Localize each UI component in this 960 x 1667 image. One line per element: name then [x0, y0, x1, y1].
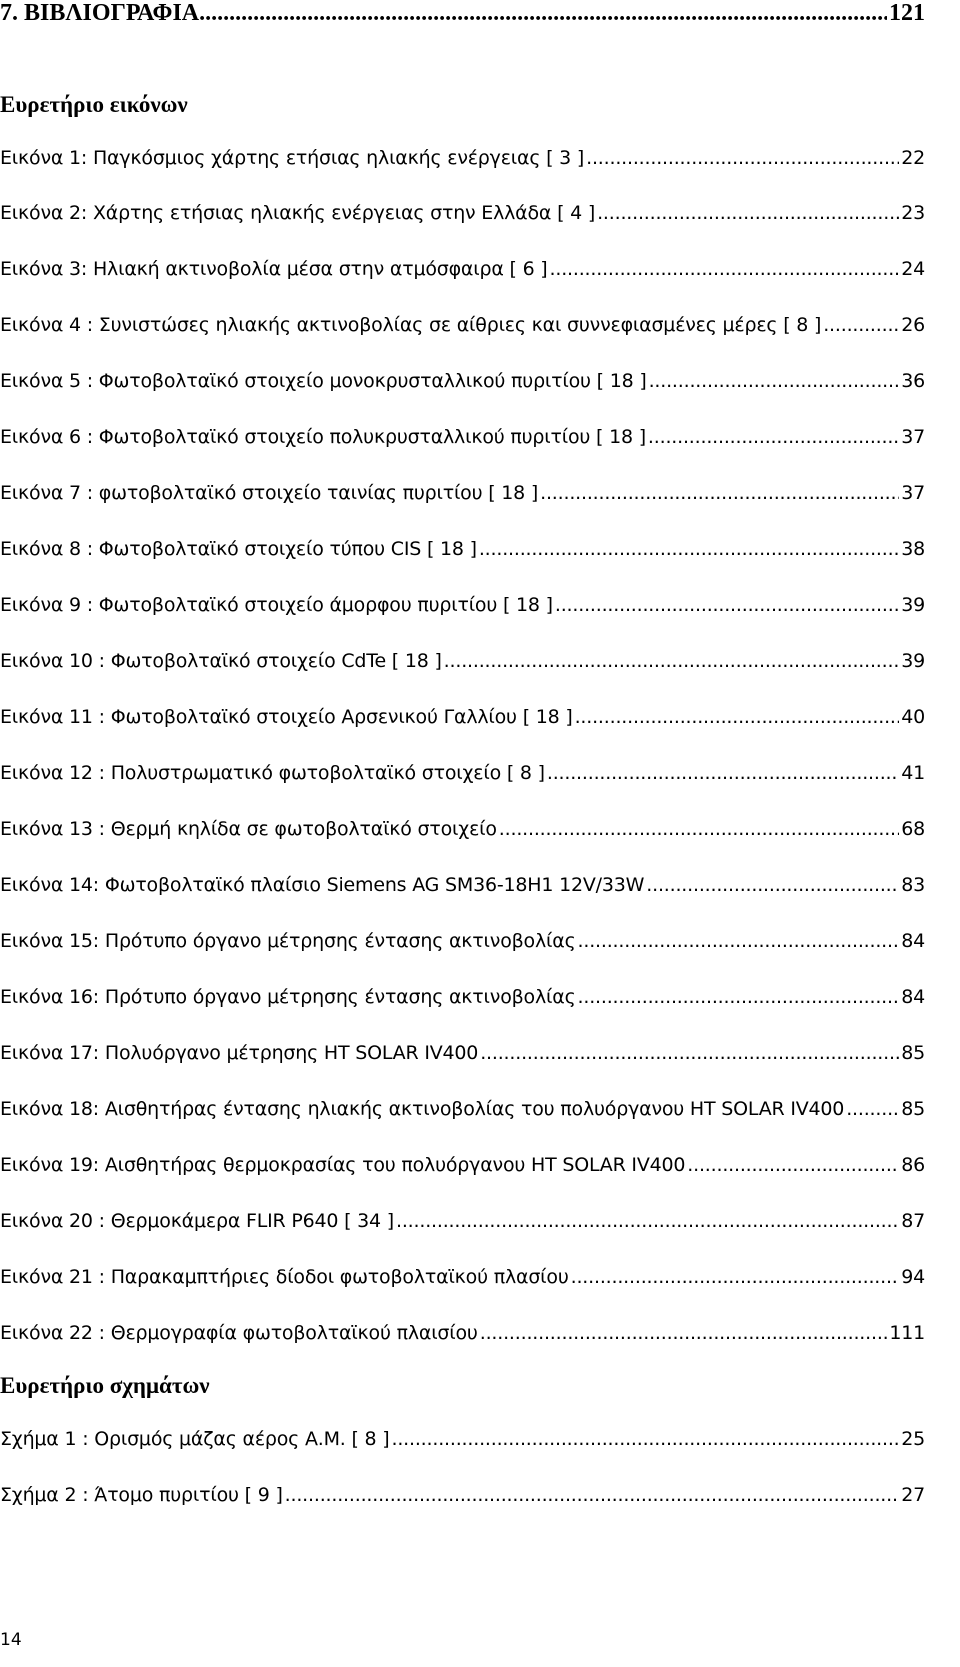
diagram-entry-label: Σχήμα 1 : Ορισμός μάζας αέρος Α.Μ. [ 8 ] [0, 1428, 390, 1450]
footer-page-number: 14 [0, 1630, 22, 1650]
figure-entry-label: Εικόνα 4 : Συνιστώσες ηλιακής ακτινοβολίας σε αίθριες και συννεφιασμένες μέρες [ 8 ] [0, 314, 822, 336]
figure-entry-label: Εικόνα 18: Αισθητήρας έντασης ηλιακής ακτινοβολίας του πολυόργανου HT SOLAR IV400 [0, 1098, 845, 1120]
figure-entry-20[interactable] [0, 1210, 925, 1238]
figure-entry-4[interactable] [0, 314, 925, 342]
chapter-page-number: 121 [889, 0, 925, 26]
figure-entry-page: 37 [901, 426, 925, 448]
figure-entry-label: Εικόνα 1: Παγκόσμιος χάρτης ετήσιας ηλιακής ενέργειας [ 3 ] [0, 147, 585, 169]
figure-entry-11[interactable] [0, 706, 925, 734]
figure-entry-page: 37 [901, 482, 925, 504]
figure-entry-label: Εικόνα 3: Ηλιακή ακτινοβολία μέσα στην ατμόσφαιρα [ 6 ] [0, 258, 548, 280]
figure-entry-label: Εικόνα 20 : Θερμοκάμερα FLIR P640 [ 34 ] [0, 1210, 394, 1232]
dot-leader [823, 314, 899, 336]
figure-entry-page: 85 [901, 1098, 925, 1120]
figure-entry-page: 38 [901, 538, 925, 560]
figure-entry-12[interactable] [0, 762, 925, 790]
dot-leader [499, 818, 899, 840]
dot-leader [540, 482, 899, 504]
dot-leader [285, 1484, 900, 1506]
dot-leader [586, 147, 899, 169]
figure-entry-8[interactable] [0, 538, 925, 566]
figure-entry-label: Εικόνα 16: Πρότυπο όργανο μέτρησης έντασης ακτινοβολίας [0, 986, 576, 1008]
dot-leader [646, 874, 899, 896]
figure-entry-page: 22 [901, 147, 925, 169]
figure-entry-label: Εικόνα 10 : Φωτοβολταϊκό στοιχείο CdTe [ 18 ] [0, 650, 442, 672]
dot-leader [578, 930, 900, 952]
figure-entry-page: 24 [901, 258, 925, 280]
figure-entry-label: Εικόνα 5 : Φωτοβολταϊκό στοιχείο μονοκρυσταλλικού πυριτίου [ 18 ] [0, 370, 647, 392]
dot-leader [391, 1428, 899, 1450]
figure-entry-18[interactable] [0, 1098, 925, 1126]
dot-leader [648, 426, 899, 448]
figure-entry-19[interactable] [0, 1154, 925, 1182]
figure-entry-2[interactable] [0, 202, 925, 230]
figure-entry-label: Εικόνα 13 : Θερμή κηλίδα σε φωτοβολταϊκό στοιχείο [0, 818, 497, 840]
dot-leader [687, 1154, 899, 1176]
figure-entry-page: 23 [901, 202, 925, 224]
figure-entry-5[interactable] [0, 370, 925, 398]
dot-leader [571, 1266, 900, 1288]
dot-leader [597, 202, 899, 224]
dot-leader [555, 594, 899, 616]
figure-entry-17[interactable] [0, 1042, 925, 1070]
figure-entry-1[interactable] [0, 147, 925, 175]
figure-entry-page: 85 [901, 1042, 925, 1064]
chapter-title: 7. ΒΙΒΛΙΟΓΡΑΦΙΑ [0, 0, 200, 26]
diagram-entry-1[interactable] [0, 1428, 925, 1456]
diagram-entry-2[interactable] [0, 1484, 925, 1512]
figure-entry-page: 39 [901, 650, 925, 672]
dot-leader [199, 0, 887, 27]
figure-entry-label: Εικόνα 19: Αισθητήρας θερμοκρασίας του πολυόργανου HT SOLAR IV400 [0, 1154, 686, 1176]
dot-leader [550, 258, 900, 280]
figure-entry-page: 87 [901, 1210, 925, 1232]
figures-index-heading: Ευρετήριο εικόνων [0, 92, 188, 117]
figure-entry-10[interactable] [0, 650, 925, 678]
diagram-entry-label: Σχήμα 2 : Άτομο πυριτίου [ 9 ] [0, 1484, 283, 1506]
dot-leader [480, 1322, 888, 1344]
figure-entry-page: 41 [901, 762, 925, 784]
figure-entry-label: Εικόνα 22 : Θερμογραφία φωτοβολταϊκού πλαισίου [0, 1322, 478, 1344]
dot-leader [444, 650, 900, 672]
figure-entry-13[interactable] [0, 818, 925, 846]
figure-entry-6[interactable] [0, 426, 925, 454]
figure-entry-label: Εικόνα 6 : Φωτοβολταϊκό στοιχείο πολυκρυσταλλικού πυριτίου [ 18 ] [0, 426, 646, 448]
figure-entry-page: 83 [901, 874, 925, 896]
dot-leader [575, 706, 900, 728]
figure-entry-label: Εικόνα 15: Πρότυπο όργανο μέτρησης έντασης ακτινοβολίας [0, 930, 576, 952]
figure-entry-7[interactable] [0, 482, 925, 510]
figure-entry-22[interactable] [0, 1322, 925, 1350]
dot-leader [396, 1210, 899, 1232]
figure-entry-14[interactable] [0, 874, 925, 902]
figure-entry-label: Εικόνα 8 : Φωτοβολταϊκό στοιχείο τύπου CIS [ 18 ] [0, 538, 477, 560]
figure-entry-21[interactable] [0, 1266, 925, 1294]
figure-entry-page: 84 [901, 986, 925, 1008]
figure-entry-label: Εικόνα 11 : Φωτοβολταϊκό στοιχείο Αρσενικού Γαλλίου [ 18 ] [0, 706, 573, 728]
figure-entry-label: Εικόνα 12 : Πολυστρωματικό φωτοβολταϊκό στοιχείο [ 8 ] [0, 762, 545, 784]
diagram-entry-page: 27 [901, 1484, 925, 1506]
dot-leader [547, 762, 899, 784]
figure-entry-16[interactable] [0, 986, 925, 1014]
figure-entry-page: 39 [901, 594, 925, 616]
figure-entry-label: Εικόνα 17: Πολυόργανο μέτρησης HT SOLAR IV400 [0, 1042, 479, 1064]
figure-entry-page: 26 [901, 314, 925, 336]
figure-entry-page: 68 [901, 818, 925, 840]
figure-entry-page: 86 [901, 1154, 925, 1176]
dot-leader [479, 538, 899, 560]
figure-entry-page: 40 [901, 706, 925, 728]
figure-entry-label: Εικόνα 2: Χάρτης ετήσιας ηλιακής ενέργειας στην Ελλάδα [ 4 ] [0, 202, 596, 224]
figure-entry-label: Εικόνα 21 : Παρακαμπτήριες δίοδοι φωτοβολταϊκού πλασίου [0, 1266, 569, 1288]
figure-entry-9[interactable] [0, 594, 925, 622]
figure-entry-3[interactable] [0, 258, 925, 286]
figure-entry-page: 94 [901, 1266, 925, 1288]
figure-entry-15[interactable] [0, 930, 925, 958]
dot-leader [649, 370, 900, 392]
figure-entry-page: 36 [901, 370, 925, 392]
figure-entry-page: 111 [889, 1322, 925, 1344]
dot-leader [480, 1042, 899, 1064]
figure-entry-label: Εικόνα 9 : Φωτοβολταϊκό στοιχείο άμορφου πυριτίου [ 18 ] [0, 594, 553, 616]
diagrams-index-heading: Ευρετήριο σχημάτων [0, 1373, 210, 1398]
dot-leader [846, 1098, 899, 1120]
diagram-entry-page: 25 [901, 1428, 925, 1450]
figure-entry-label: Εικόνα 14: Φωτοβολταϊκό πλαίσιο Siemens AG SM36-18H1 12V/33W [0, 874, 645, 896]
figure-entry-page: 84 [901, 930, 925, 952]
figure-entry-label: Εικόνα 7 : φωτοβολταϊκό στοιχείο ταινίας πυριτίου [ 18 ] [0, 482, 539, 504]
toc-chapter-row[interactable] [0, 0, 925, 30]
dot-leader [578, 986, 900, 1008]
